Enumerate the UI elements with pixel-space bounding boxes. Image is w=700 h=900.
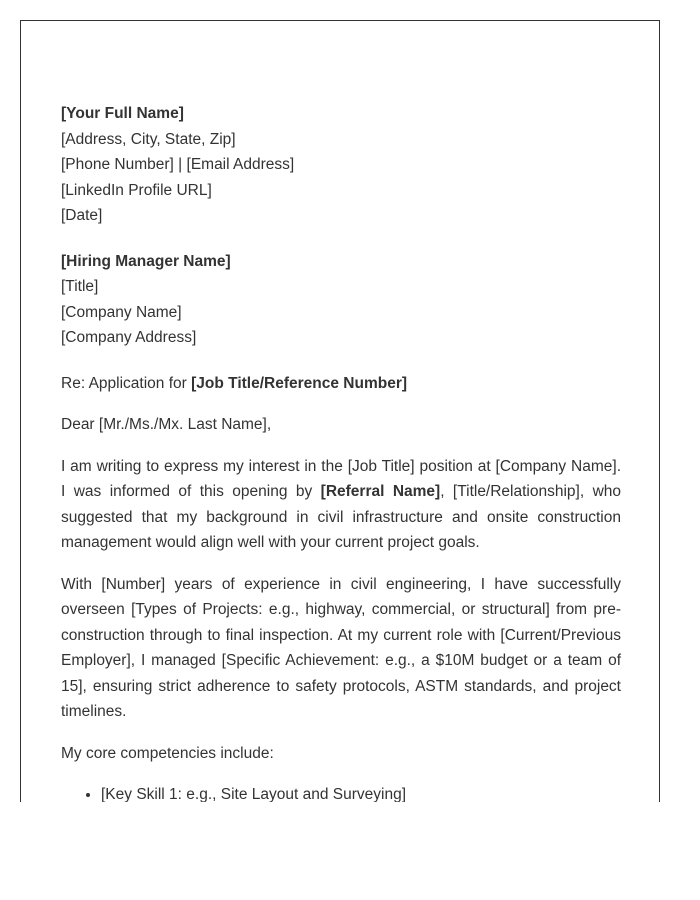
skills-list — [61, 782, 621, 802]
sender-name: [Your Full Name] — [61, 105, 184, 122]
salutation: Dear [Mr./Ms./Mx. Last Name], — [61, 416, 272, 433]
paragraph-2: With [Number] years of experience in civil engineering, I have successfully overseen [Types of Projects: e.g., highway, commercial, or structural] from pre-construction through to final inspection. At my current role with [Current/Previous Employer], I managed [Specific Achievement: e.g., a $10M budget or a team of 15], ensuring strict adherence to safety protocols, ASTM standards, and project timelines. — [61, 575, 621, 720]
recipient-block — [61, 249, 621, 351]
competencies-intro: My core competencies include: — [61, 744, 274, 762]
sender-phone-email: [Phone Number] | [Email Address] — [61, 156, 295, 173]
subject-job: [Job Title/Reference Number] — [191, 374, 408, 392]
recipient-address: [Company Address] — [61, 329, 197, 346]
paragraph-1-part2: , [Title/Relationship], who suggested that my background in civil infrastructure and onsite construction management would align well with your current project goals. — [61, 483, 622, 551]
letter-body — [61, 101, 621, 802]
recipient-title: [Title] — [61, 278, 99, 295]
sender-linkedin: [LinkedIn Profile URL] — [61, 181, 212, 199]
subject-prefix: Re: Application for — [61, 374, 192, 392]
sender-block — [61, 101, 621, 229]
subject-line — [61, 371, 621, 397]
referral-name: [Referral Name] — [320, 483, 441, 500]
paragraph-1-part1: I am writing to express my interest in the [Job Title] position at [Company Name]. I was informed of this opening by — [61, 457, 621, 500]
paragraph-1 — [61, 454, 621, 556]
list-item: • [Key Skill 1: e.g., Site Layout and Surveying] — [101, 782, 621, 802]
letter-page — [20, 20, 660, 802]
sender-address: [Address, City, State, Zip] — [61, 130, 236, 148]
recipient-company: [Company Name] — [61, 303, 182, 321]
letter-date: [Date] — [61, 207, 103, 224]
recipient-name: [Hiring Manager Name] — [61, 252, 231, 270]
